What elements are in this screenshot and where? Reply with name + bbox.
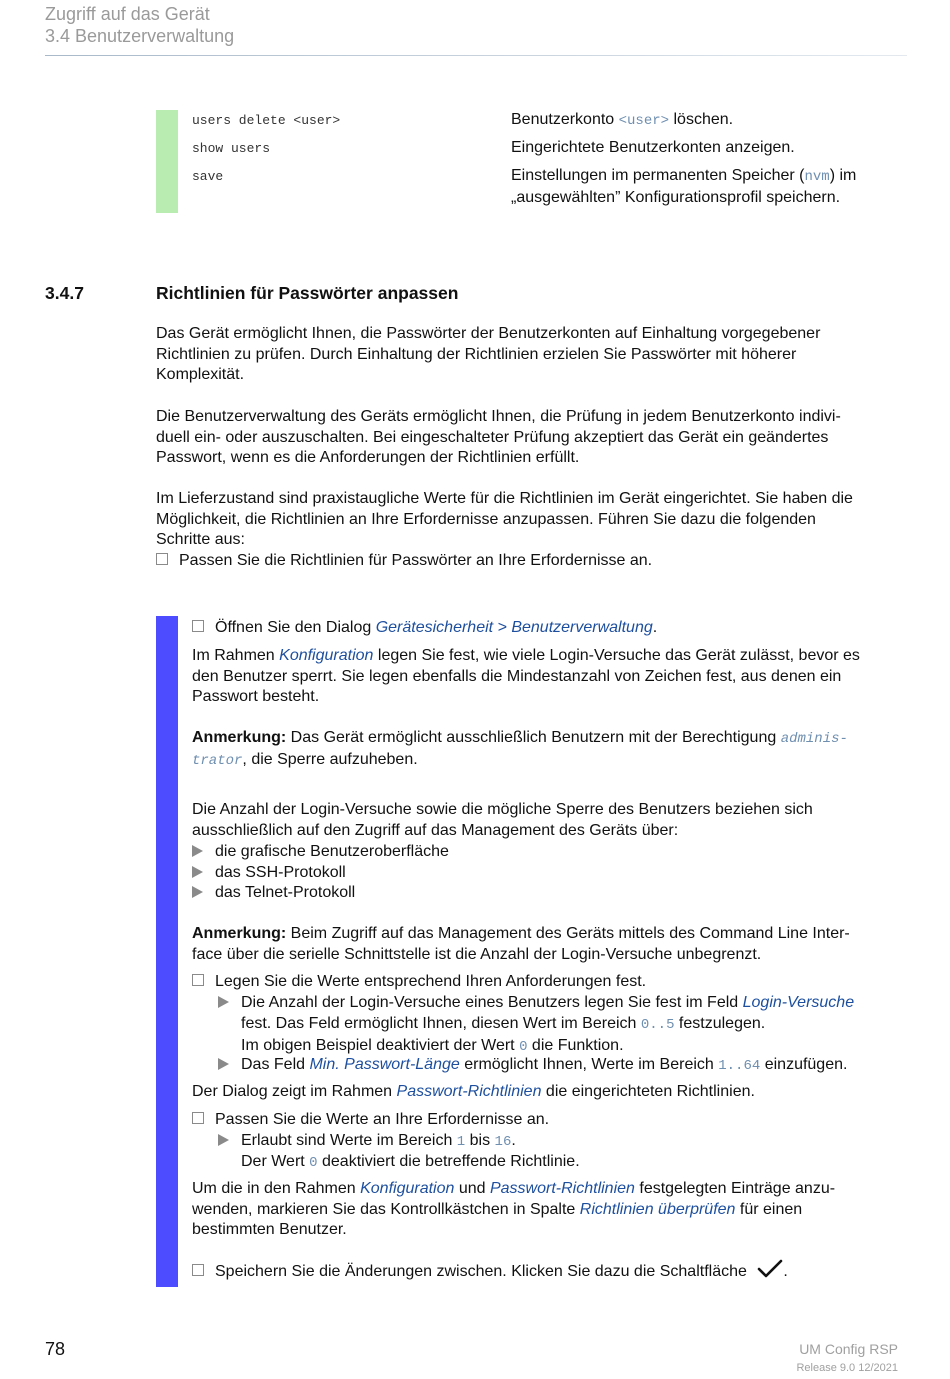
intro-paragraph-1: Das Gerät ermöglicht Ihnen, die Passwörter der Benutzerkonten auf Einhaltung vorgegebener Richtlinien zu prüfen. Durch Einhaltung der Richtlinien erzielen Sie Passwörter mit höherer Komplexität. — [156, 325, 821, 384]
header-divider — [45, 55, 907, 56]
step-checkbox-icon — [192, 620, 204, 632]
bullet-triangle-icon — [192, 886, 203, 898]
gui-dialog-text: Der Dialog zeigt im Rahmen Passwort-Richtlinien die eingerichteten Richtlinien. — [192, 1083, 755, 1100]
bullet-triangle-icon — [192, 845, 203, 857]
checkmark-icon — [757, 1259, 783, 1279]
gui-apply-text: Um die in den Rahmen Konfiguration und Passwort-Richtlinien festgelegten Einträge anzu- wenden, markieren Sie das Kontrollkästchen in Spalte Richtlinien überprüfen für einen bestimmten Benutzer. — [192, 1180, 836, 1239]
gui-sub-min-length: Das Feld Min. Passwort-Länge ermöglicht Ihnen, Werte im Bereich 1..64 einzufügen. — [218, 1055, 908, 1077]
section-number: 3.4.7 — [45, 283, 84, 303]
menu-path-link: Gerätesicherheit > Benutzerverwaltung — [375, 619, 653, 636]
gui-block-bar — [156, 616, 178, 1287]
command-show-users: show users — [192, 141, 271, 156]
command-table-bar — [156, 110, 178, 213]
gui-sub-login-attempts: Die Anzahl der Login-Versuche eines Benutzers legen Sie fest im Feld Login-Versuche — [218, 993, 908, 1014]
intro-step: Passen Sie die Richtlinien für Passwörter an Ihre Erfordernisse an. — [156, 551, 901, 572]
step-checkbox-icon — [192, 974, 204, 986]
command-desc-save: Einstellungen im permanenten Speicher (nvm) im „ausgewählten” Konfigurationsprofil speichern. — [511, 167, 857, 206]
gui-bullet-list — [192, 842, 902, 904]
gui-step-set-values: Legen Sie die Werte entsprechend Ihren Anforderungen fest. — [192, 972, 902, 993]
step-checkbox-icon — [192, 1264, 204, 1276]
section-title: Richtlinien für Passwörter anpassen — [156, 283, 459, 303]
list-item: das Telnet-Protokoll — [192, 883, 902, 904]
gui-frame-config-text: Im Rahmen Konfiguration legen Sie fest, wie viele Login-Versuche das Gerät zulässt, bevor es den Benutzer sperrt. Sie legen ebenfalls die Mindestanzahl von Zeichen fest, aus denen ein Passwort besteht. — [192, 647, 860, 706]
command-save: save — [192, 169, 224, 184]
bullet-triangle-icon — [218, 1134, 229, 1146]
gui-note-1: Anmerkung: Das Gerät ermöglicht ausschließlich Benutzern mit der Berechtigung adminis- trator, die Sperre aufzuheben. — [192, 729, 848, 769]
intro-paragraph-2: Die Benutzerverwaltung des Geräts ermöglicht Ihnen, die Prüfung in jedem Benutzerkonto indivi- duell ein- oder auszuschalten. Bei eingeschalteter Prüfung akzeptiert das Gerät ein geändertes Passwort, wenn es die Anforderungen der Richtlinien erfüllt. — [156, 408, 841, 467]
page-number: 78 — [45, 1339, 66, 1359]
bullet-triangle-icon — [218, 996, 229, 1008]
command-users-delete: users delete <user> — [192, 113, 341, 128]
command-desc-show-users: Eingerichtete Benutzerkonten anzeigen. — [511, 139, 795, 156]
list-item: das SSH-Protokoll — [192, 863, 902, 884]
step-checkbox-icon — [156, 553, 168, 565]
gui-step-adjust-values: Passen Sie die Werte an Ihre Erfordernisse an. — [192, 1110, 902, 1131]
gui-sub-login-attempts-cont: fest. Das Feld ermöglicht Ihnen, diesen Wert im Bereich 0..5 festzulegen. Im obigen Beispiel deaktiviert der Wert 0 die Funktion. — [241, 1015, 766, 1055]
footer-doc-name: UM Config RSP — [799, 1341, 898, 1357]
gui-sub-range: Erlaubt sind Werte im Bereich 1 bis 16. — [218, 1131, 908, 1153]
header-section: 3.4 Benutzerverwaltung — [45, 26, 235, 46]
header-chapter: Zugriff auf das Gerät — [45, 4, 210, 24]
gui-step-open-dialog: Öffnen Sie den Dialog Gerätesicherheit > Benutzerverwaltung. — [192, 618, 902, 639]
step-checkbox-icon — [192, 1112, 204, 1124]
gui-note-2: Anmerkung: Beim Zugriff auf das Management des Geräts mittels des Command Line Inter- face über die serielle Schnittstelle ist die Anzahl der Login-Versuche unbegrenzt. — [192, 925, 850, 963]
gui-step-save: Speichern Sie die Änderungen zwischen. Klicken Sie dazu die Schaltfläche . — [192, 1259, 902, 1283]
intro-paragraph-3: Im Lieferzustand sind praxistaugliche Werte für die Richtlinien im Gerät eingerichtet. Sie haben die Möglichkeit, die Richtlinien an Ihre Erfordernisse anzupassen. Führen Sie dazu die folgenden Schritte aus: — [156, 490, 853, 549]
bullet-triangle-icon — [192, 866, 203, 878]
bullet-triangle-icon — [218, 1058, 229, 1070]
footer-release: Release 9.0 12/2021 — [796, 1362, 898, 1374]
list-item: die grafische Benutzeroberfläche — [192, 842, 902, 863]
gui-sub-range-cont: Der Wert 0 deaktiviert die betreffende Richtlinie. — [241, 1153, 580, 1171]
command-desc-users-delete: Benutzerkonto <user> löschen. — [511, 111, 734, 129]
gui-login-text: Die Anzahl der Login-Versuche sowie die mögliche Sperre des Benutzers beziehen sich ausschließlich auf den Zugriff auf das Management des Geräts über: — [192, 801, 813, 839]
